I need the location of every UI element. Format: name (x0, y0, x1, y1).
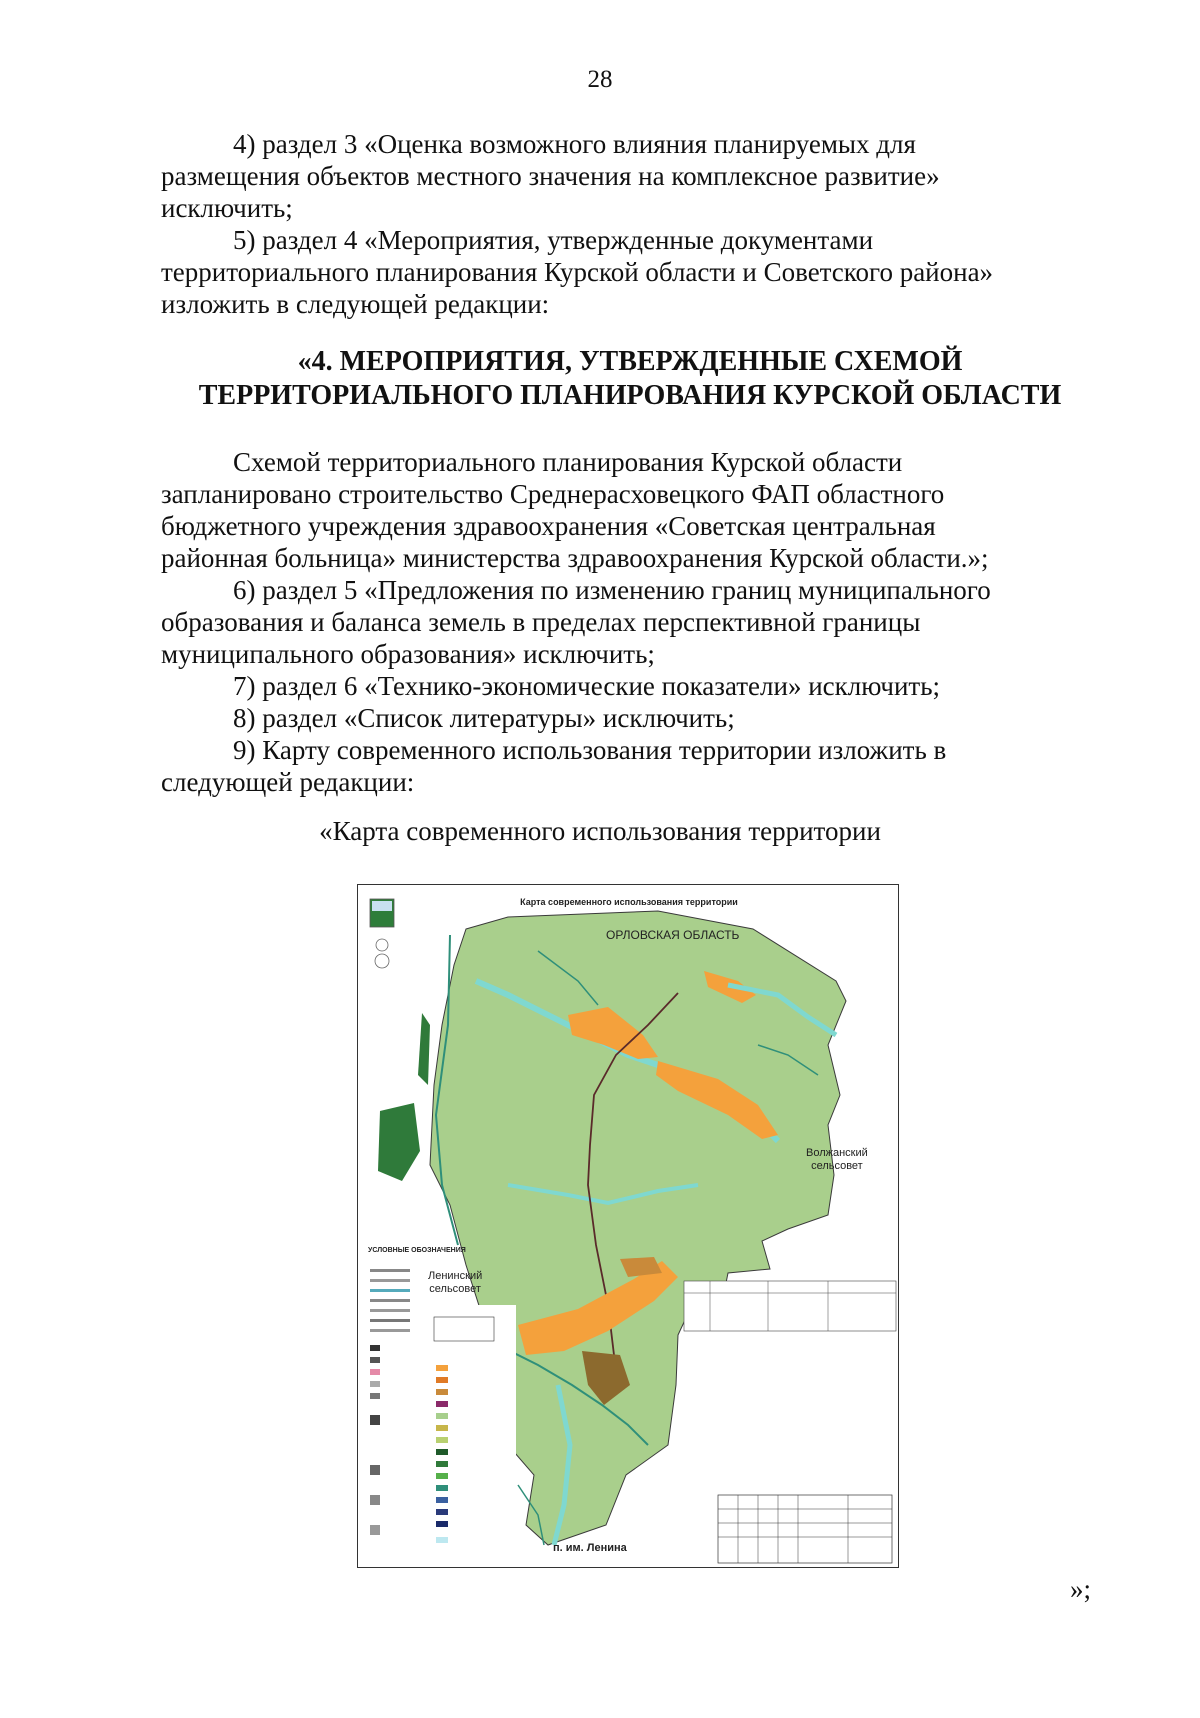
section-heading (140, 345, 1120, 413)
region-label-east-line1: Волжанский (806, 1147, 868, 1159)
closing-quote: »; (1070, 1574, 1092, 1604)
paragraph-5-line3: изложить в следующей редакции: (161, 289, 550, 319)
paragraph-8 (161, 702, 1094, 734)
map-title: Карта современного использования территории (520, 897, 738, 907)
territory-map (357, 884, 899, 1568)
page-number: 28 (587, 66, 613, 93)
map-caption: «Карта современного использования территории (319, 816, 881, 846)
paragraph-4-line3: исключить; (161, 193, 293, 223)
paragraph-4-line2: размещения объектов местного значения на комплексное развитие» (161, 161, 940, 191)
section-heading-line1: «4. МЕРОПРИЯТИЯ, УТВЕРЖДЕННЫЕ СХЕМОЙ (297, 346, 963, 377)
paragraph-9 (161, 734, 1094, 798)
settlement-label: п. им. Ленина (553, 1542, 627, 1554)
paragraph-4 (161, 128, 1094, 224)
paragraph-9-line2: следующей редакции: (161, 767, 415, 797)
section-text-line2: запланировано строительство Среднерасховецкого ФАП областного (161, 479, 945, 509)
paragraph-7 (161, 670, 1094, 702)
map-info-table (684, 1281, 896, 1331)
region-label-west-line2: сельсовет (429, 1283, 481, 1295)
paragraph-9-line1: 9) Карту современного использования территории изложить в (233, 735, 947, 765)
forest-patch (378, 1103, 420, 1181)
paragraph-6-line1: 6) раздел 5 «Предложения по изменению границ муниципального (233, 575, 991, 605)
paragraph-6 (161, 574, 1094, 670)
map-title-block (718, 1495, 892, 1563)
section-text (161, 446, 1094, 574)
section-text-line4: районная больница» министерства здравоохранения Курской области.»; (161, 543, 989, 573)
forest-patch (418, 1013, 430, 1085)
section-heading-line2: ТЕРРИТОРИАЛЬНОГО ПЛАНИРОВАНИЯ КУРСКОЙ ОБЛАСТИ (198, 380, 1062, 411)
region-label-north: ОРЛОВСКАЯ ОБЛАСТЬ (606, 928, 740, 942)
paragraph-6-line2: образования и баланса земель в пределах перспективной границы (161, 607, 921, 637)
legend-title: УСЛОВНЫЕ ОБОЗНАЧЕНИЯ (368, 1247, 466, 1254)
map-legend-left (366, 1257, 422, 1557)
section-text-line1: Схемой территориального планирования Курской области (233, 447, 903, 477)
section-text-line3: бюджетного учреждения здравоохранения «Советская центральная (161, 511, 936, 541)
map-legend-center (430, 1305, 516, 1555)
coat-of-arms-icon (370, 899, 394, 968)
paragraph-4-line1: 4) раздел 3 «Оценка возможного влияния планируемых для (233, 129, 916, 159)
region-label-east (806, 1147, 868, 1173)
paragraph-8-line1: 8) раздел «Список литературы» исключить; (233, 703, 735, 733)
paragraph-5 (161, 224, 1094, 320)
region-label-west-line1: Ленинский (428, 1270, 483, 1282)
paragraph-6-line3: муниципального образования» исключить; (161, 639, 655, 669)
paragraph-5-line2: территориального планирования Курской области и Советского района» (161, 257, 994, 287)
map-drawing (358, 885, 899, 1568)
region-label-east-line2: сельсовет (811, 1160, 863, 1172)
region-label-west (428, 1270, 482, 1296)
paragraph-5-line1: 5) раздел 4 «Мероприятия, утвержденные документами (233, 225, 874, 255)
paragraph-7-line1: 7) раздел 6 «Технико-экономические показатели» исключить; (233, 671, 941, 701)
